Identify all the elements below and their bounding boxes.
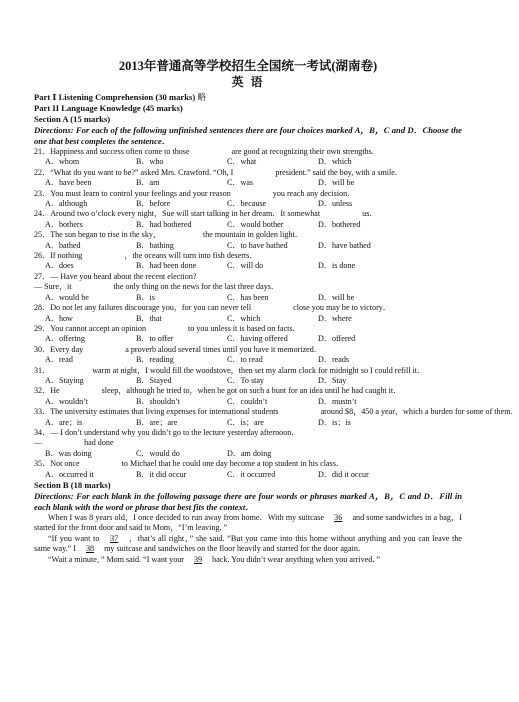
option-choice: D．will be xyxy=(318,178,355,188)
option-choice: D．mustn’t xyxy=(318,396,357,406)
option-choice: D．offered xyxy=(318,334,356,344)
option-choice: A．read xyxy=(45,355,73,365)
passage-text: my suitcase and sandwiches on the floor heavily and started for the door again． xyxy=(104,544,366,554)
question-text: 32．He xyxy=(34,386,60,396)
question-text: the mountain in golden light． xyxy=(203,230,303,240)
options-row xyxy=(34,355,462,365)
part-2-text: Language Knowledge (45 marks) xyxy=(61,103,183,113)
passage-text: back. You didn’t wear anything when you arrived．” xyxy=(212,554,380,564)
question-text: ，the oceans will turn into fish deserts． xyxy=(124,251,258,261)
section-a-directions: Directions: For each of the following unfinished sentences there are four choices marked A，B，C and D．Choose the one that best completes the sentence． xyxy=(34,125,462,146)
option-choice: A．would be xyxy=(45,292,89,302)
option-choice: A．are；is xyxy=(45,417,83,427)
question-stem xyxy=(34,209,462,219)
options-row xyxy=(34,241,462,251)
question-stem xyxy=(34,345,462,355)
question-text: 25．The sun began to rise in the sky， xyxy=(34,230,162,240)
options-row xyxy=(34,157,462,167)
question-text: 26．If nothing xyxy=(34,251,83,261)
option-choice: B．it did occur xyxy=(136,469,187,479)
question-text: 30．Every day xyxy=(34,344,84,354)
question-text: warm at night，I would fill the woodstove，then set my alarm clock for midnight so I could refill it． xyxy=(92,365,426,375)
part-1-note: 略 xyxy=(197,92,206,102)
option-choice: D．unless xyxy=(318,199,353,209)
option-choice: A．occurred it xyxy=(45,469,94,479)
option-choice: B．who xyxy=(136,157,164,167)
passage-text: and some sandwiches in a bag，I started for the front door and said to Mom，“I’m leaving．” xyxy=(34,513,462,533)
option-choice: A．Staying xyxy=(45,375,84,385)
cloze-passage xyxy=(34,513,462,565)
option-choice: B．had bothered xyxy=(136,219,192,229)
option-choice: D．which xyxy=(318,157,352,167)
question-stem xyxy=(34,303,462,313)
page-title: 2013年普通高等学校招生全国统一考试(湖南卷) xyxy=(118,59,378,73)
part-2-heading xyxy=(34,103,462,114)
option-choice: B．Stayed xyxy=(136,375,172,385)
option-choice: A．offering xyxy=(45,334,85,344)
passage-text: When I was 8 years old，I once decided to run away from home．With my suitcase xyxy=(48,513,324,522)
option-choice: C．would do xyxy=(136,448,180,458)
question-stem xyxy=(34,189,462,199)
option-choice: B．shouldn’t xyxy=(136,396,180,406)
option-choice: B．that xyxy=(136,313,162,323)
question-stem xyxy=(34,324,462,334)
question-stem xyxy=(34,282,462,292)
question-text: 33．The university estimates that living expenses for international students xyxy=(34,407,279,417)
section-b-heading: Section B (18 marks) xyxy=(34,480,111,490)
passage-text: ，that’s all right，” she said. “But you came into this home without anything and you can leave the same way.” I xyxy=(34,533,463,554)
options-row xyxy=(34,334,462,344)
option-choice: C．what xyxy=(227,157,257,167)
question-text: — Sure，it xyxy=(34,282,72,292)
option-choice: B．was doing xyxy=(45,448,92,458)
option-choice: A．whom xyxy=(45,157,80,167)
question-text: to Michael that he could one day become a top student in his class． xyxy=(121,459,344,469)
question-text: had done xyxy=(84,438,114,448)
option-choice: C．because xyxy=(227,199,267,209)
option-choice: D．did it occur xyxy=(318,469,369,479)
question-stem xyxy=(34,459,462,469)
question-text: 29．You cannot accept an opinion xyxy=(34,323,147,333)
option-choice: C．to have bathed xyxy=(227,240,288,250)
options-row xyxy=(34,199,462,209)
option-choice: B．are；are xyxy=(136,417,178,427)
option-choice: B．is xyxy=(136,292,155,302)
option-choice: B．to offer xyxy=(136,334,174,344)
question-text: 21．Happiness and success often come to those xyxy=(34,147,190,156)
option-choice: C．has been xyxy=(227,292,269,302)
blank-37: 37 xyxy=(110,533,119,543)
passage-paragraph xyxy=(34,555,462,565)
question-text: you reach any decision． xyxy=(272,188,356,198)
option-choice: C．it occurred xyxy=(227,469,276,479)
question-list xyxy=(34,147,519,480)
option-choice: D．will be xyxy=(318,292,355,302)
part-2-label: Part II xyxy=(34,103,60,113)
options-row xyxy=(34,449,462,459)
options-row xyxy=(34,397,462,407)
option-choice: C．was xyxy=(227,178,254,188)
option-choice: C．which xyxy=(227,313,261,323)
option-choice: C．is；are xyxy=(227,417,264,427)
question-stem xyxy=(34,438,462,448)
option-choice: A．although xyxy=(45,199,88,209)
question-text: — xyxy=(34,438,43,448)
section-a-heading: Section A (15 marks) xyxy=(34,114,111,124)
question-stem xyxy=(34,366,462,376)
part-1-heading xyxy=(34,92,462,103)
question-text: 24．Around two o’clock every night，Sue will start talking in her dream．It somewhat xyxy=(34,209,321,219)
option-choice: D．Stay xyxy=(318,375,347,385)
option-choice: B．before xyxy=(136,199,171,209)
option-choice: C．couldn’t xyxy=(227,396,268,406)
option-choice: D．where xyxy=(318,313,352,323)
question-text: 28．Do not let any failures discourage you，for you can never tell xyxy=(34,303,252,313)
question-text: 31． xyxy=(34,365,51,375)
option-choice: A．wouldn’t xyxy=(45,396,89,406)
option-choice: A．does xyxy=(45,261,74,271)
options-row xyxy=(34,376,462,386)
option-choice: C．To stay xyxy=(227,375,264,385)
option-choice: D．reads xyxy=(318,355,350,365)
option-choice: C．to read xyxy=(227,355,263,365)
passage-text: “Wait a minute，” Mom said. “I want your xyxy=(48,554,185,564)
blank-36: 36 xyxy=(334,513,343,522)
options-row xyxy=(34,261,462,271)
option-choice: D．is；is xyxy=(318,417,351,427)
question-stem xyxy=(34,251,462,261)
option-choice: B．am xyxy=(136,178,160,188)
question-text: 34．— I don’t understand why you didn’t go to the lecture yesterday afternoon． xyxy=(34,427,300,437)
options-row xyxy=(34,418,462,428)
option-choice: D．am doing xyxy=(227,448,272,458)
question-text: president.” said the boy, with a smile. xyxy=(275,167,397,177)
passage-paragraph xyxy=(34,513,462,534)
options-row xyxy=(34,470,462,480)
option-choice: A．bothers xyxy=(45,219,83,229)
option-choice: A．bathed xyxy=(45,240,81,250)
option-choice: D．bothered xyxy=(318,219,361,229)
question-text: close you may be to victory． xyxy=(293,303,391,313)
question-stem xyxy=(34,147,462,157)
passage-paragraph xyxy=(34,534,462,555)
question-text: a proverb aloud several times until you have it memorized． xyxy=(125,344,322,354)
passage-text: “If you want to xyxy=(48,533,100,543)
options-row xyxy=(34,314,462,324)
blank-39: 39 xyxy=(194,554,203,564)
option-choice: C．would bother xyxy=(227,219,284,229)
question-text: us． xyxy=(362,209,378,219)
question-stem xyxy=(34,168,462,178)
question-text: the only thing on the news for the last three days． xyxy=(113,282,279,292)
question-stem xyxy=(34,230,462,240)
option-choice: D．have bathed xyxy=(318,240,371,250)
option-choice: C．will do xyxy=(227,261,264,271)
options-row xyxy=(34,178,462,188)
question-text: are good at recognizing their own strengths. xyxy=(231,147,374,156)
blank-38: 38 xyxy=(85,544,95,554)
question-stem xyxy=(34,272,462,282)
question-text: 23．You must learn to control your feelings and your reason xyxy=(34,188,231,198)
question-stem xyxy=(34,386,462,396)
question-text: 22．“What do you want to be?” asked Mrs. Crawford. “Oh, I xyxy=(34,167,234,177)
subject-title: 英 语 xyxy=(231,75,265,89)
options-row xyxy=(34,220,462,230)
question-stem xyxy=(34,428,462,438)
option-choice: A．how xyxy=(45,313,73,323)
question-stem xyxy=(34,407,519,417)
question-text: 27．— Have you heard about the recent election? xyxy=(34,271,197,281)
question-text: sleep，although he tried to，when he got on such a hunt for an idea until he had caught it． xyxy=(101,386,402,396)
question-text: 35．Not once xyxy=(34,459,80,469)
option-choice: B．bathing xyxy=(136,240,174,250)
option-choice: D．is done xyxy=(318,261,356,271)
options-row xyxy=(34,293,462,303)
option-choice: B．reading xyxy=(136,355,174,365)
part-1-label: Part Ⅰ xyxy=(34,92,57,102)
question-text: to you unless it is based on facts． xyxy=(188,323,301,333)
option-choice: C．having offered xyxy=(227,334,288,344)
option-choice: B．had been done xyxy=(136,261,197,271)
option-choice: A．have been xyxy=(45,178,92,188)
section-b-directions: Directions: For each blank in the following passage there are four words or phrases marked A，B，C and D．Fill in each blank with the word or phrase that best fits the context． xyxy=(34,491,462,512)
part-1-text: Listening Comprehension (30 marks) xyxy=(58,92,196,102)
question-text: around $8，450 a year，which a burden for some of them． xyxy=(320,407,519,417)
